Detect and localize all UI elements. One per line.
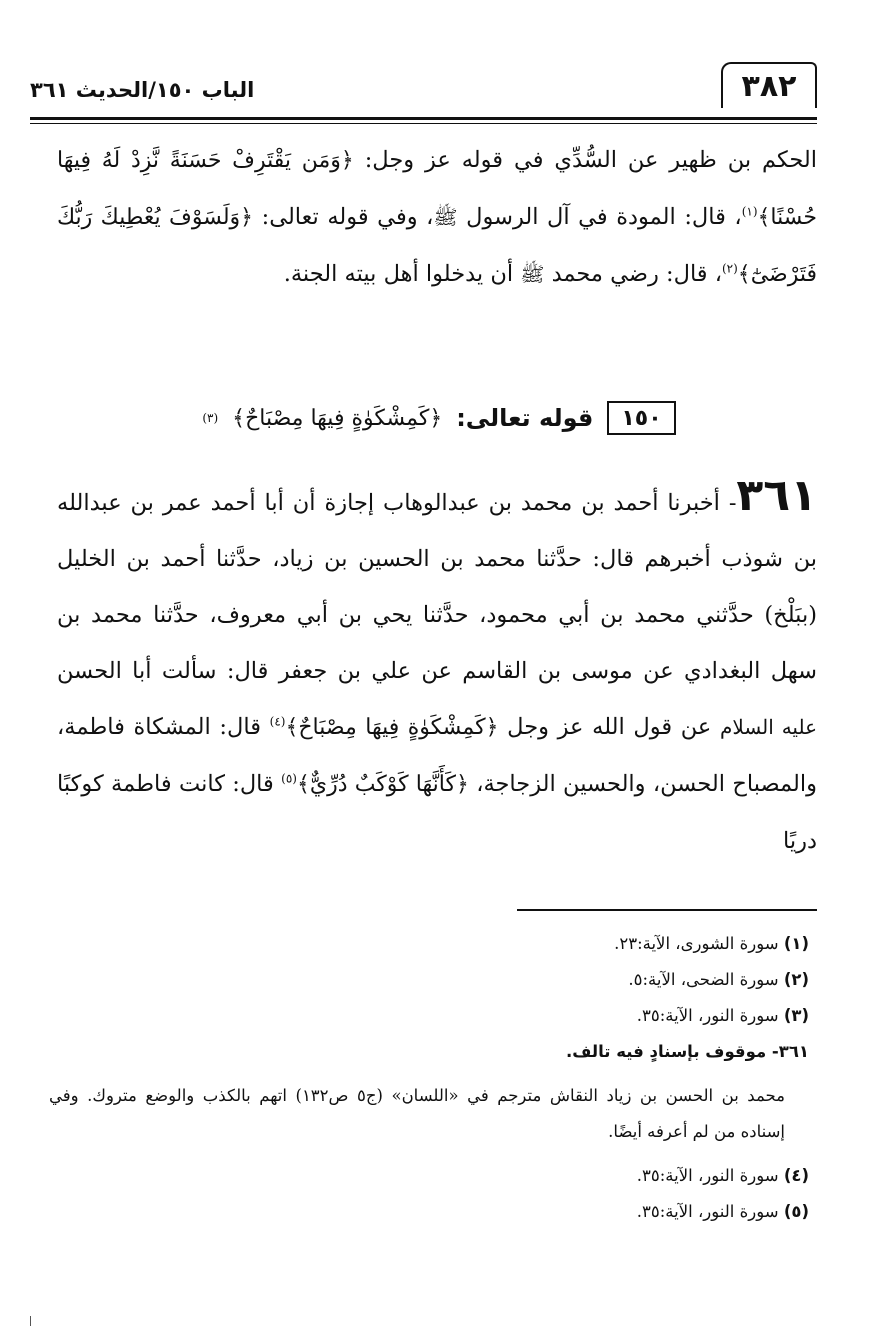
footnote-ref: (٥) (281, 771, 297, 786)
footnote-number: (٥) (783, 1202, 809, 1221)
text-segment: عن قول الله عز وجل (498, 714, 721, 740)
page-header (30, 62, 817, 118)
footnote-ref: (١) (741, 204, 758, 219)
honorific-glyph: ﷺ (433, 205, 458, 229)
footnotes (49, 926, 809, 1230)
footnote-item (49, 962, 809, 998)
takhrij-body: محمد بن الحسن بن زياد النقاش مترجم في «اللسان» (ج٥ ص١٣٢) اتهم بالكذب والوضع متروك. وفي إسناده من لم أعرفه أيضًا. (49, 1086, 785, 1141)
takhrij-title: ٣٦١- موقوف بإسنادٍ فيه تالف. (566, 1042, 809, 1061)
footnote-text: سورة الضحى، الآية:٥. (628, 970, 784, 989)
page-number: ٣٨٢ (721, 62, 817, 108)
chapter-heading: ١٥٠ قوله تعالى: ﴿كَمِشْكَوٰةٍ فِيهَا مِصْبَاحٌ﴾ (٣) (199, 398, 679, 438)
footnote-number: (٣) (783, 1006, 809, 1025)
footnote-text: سورة الشورى، الآية:٢٣. (614, 934, 784, 953)
chapter-label: قوله تعالى: (456, 404, 594, 432)
footnote-number: (١) (783, 934, 809, 953)
footnote-text: سورة النور، الآية:٣٥. (636, 1202, 784, 1221)
footnote-item (49, 998, 809, 1034)
quran-verse: ﴿كَمِشْكَوٰةٍ فِيهَا مِصْبَاحٌ﴾ (285, 715, 499, 740)
footnote-number: (٢) (783, 970, 809, 989)
footnote-text: سورة النور، الآية:٣٥. (636, 1006, 784, 1025)
hadith-number: ٣٦١ (736, 470, 817, 521)
footnote-separator (517, 909, 817, 911)
footnote-ref: (٤) (269, 714, 286, 729)
footnote-ref: (٢) (721, 261, 738, 276)
text-segment: ، قال: رضي محمد (544, 261, 722, 287)
header-rule-thin (30, 123, 817, 124)
footnote-item (49, 1194, 809, 1230)
quran-verse: ﴿وَمَن يَقْتَرِفْ حَسَنَةً نَّزِدْ لَهُ فِيهَا حُسْنًا﴾ (57, 148, 817, 230)
running-head: الباب ١٥٠/الحديث ٣٦١ (30, 78, 255, 102)
header-rule-thick (30, 117, 817, 120)
footnote-text: سورة النور، الآية:٣٥. (636, 1166, 784, 1185)
text-segment: قال: كانت فاطمة كوكبًا دريًا (57, 771, 817, 854)
text-segment: قال: المشكاة فاطمة، والمصباح الحسن، والحسين الزجاجة، (57, 714, 817, 797)
text-segment: الحكم بن ظهير عن السُّدِّي في قوله عز وجل: (353, 147, 818, 173)
honorific-glyph: ﷺ (520, 262, 545, 286)
paragraph-continuation (57, 132, 817, 303)
chapter-verse: ﴿كَمِشْكَوٰةٍ فِيهَا مِصْبَاحٌ﴾ (232, 405, 443, 431)
honorific-glyph: عليه السلام (720, 715, 818, 739)
text-segment: ، وفي قوله تعالى: (253, 204, 434, 230)
chapter-number: ١٥٠ (607, 401, 675, 435)
hadith-paragraph (57, 468, 817, 869)
text-segment: أن يدخلوا أهل بيته الجنة. (283, 261, 521, 287)
quran-verse: ﴿كَأَنَّهَا كَوْكَبٌ دُرِّيٌّ﴾ (296, 772, 469, 797)
text-segment: - أخبرنا أحمد بن محمد بن عبدالوهاب إجازة أن أبا أحمد عمر بن عبدالله بن شوذب أخبرهم قال: حدَّثنا محمد بن الحسين بن زياد، حدَّثنا أحمد بن الخليل (ببَلْخ) حدَّثني محمد بن أبي محمود، حدَّثنا يحي بن أبي معروف، حدَّثنا محمد بن سهل البغدادي عن موسى بن القاسم عن علي بن جعفر قال: سألت أبا الحسن (57, 490, 817, 684)
quran-verse: ﴿وَلَسَوْفَ يُعْطِيكَ رَبُّكَ فَتَرْضَىٰٓ﴾ (57, 205, 817, 287)
text-segment: ، قال: المودة في آل الرسول (457, 204, 742, 230)
scan-mark (30, 1316, 31, 1326)
footnote-number: (٤) (783, 1166, 809, 1185)
footnote-item (49, 1158, 809, 1194)
footnote-item (49, 926, 809, 962)
